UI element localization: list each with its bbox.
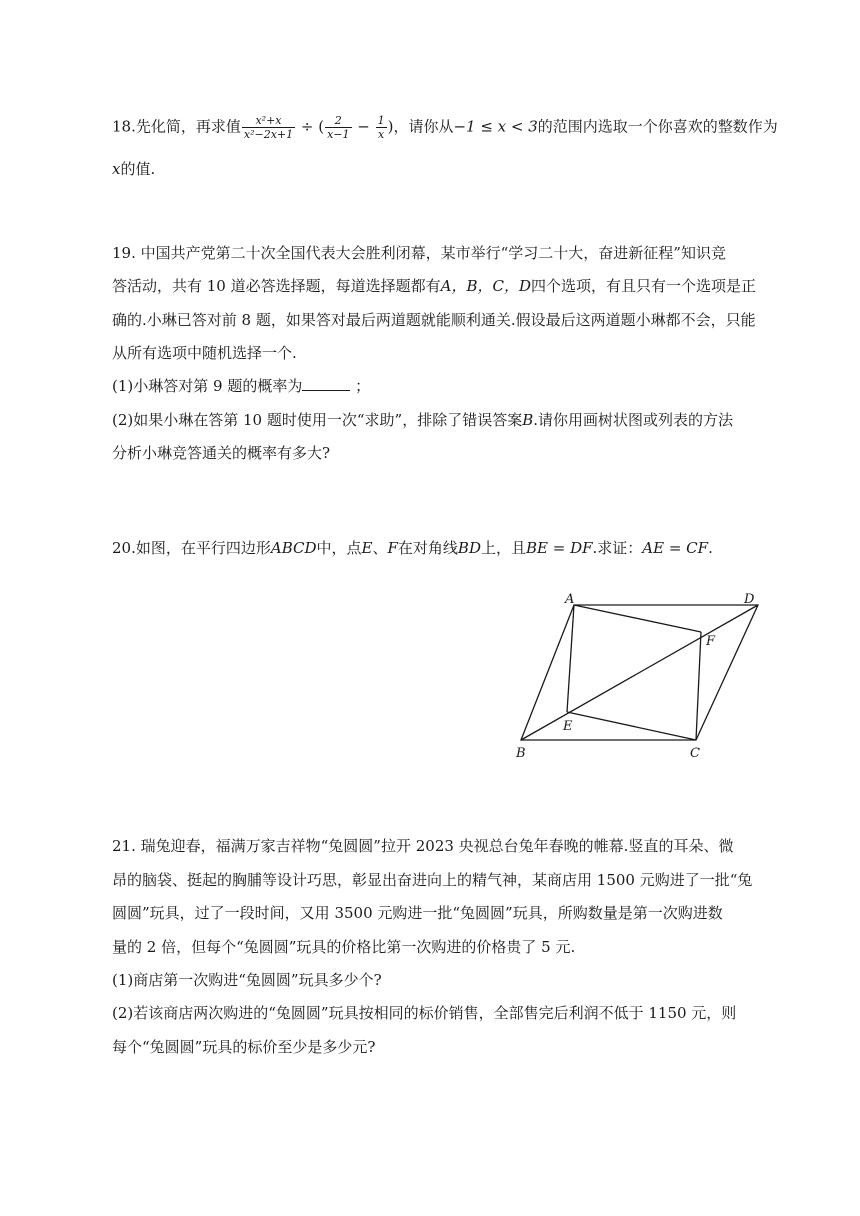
q21-line3: 圆圆”玩具，过了一段时间，又用 3500 元购进一批“兔圆圆”玩具，所购数量是第一次购进数 <box>112 904 723 922</box>
q18-prefix: 18.先化简，再求值 <box>112 117 241 136</box>
q20-line1: 20.如图，在平行四边形ABCD中，点E、F在对角线BD上，且BE = DF.求证：AE = CF. <box>112 539 713 557</box>
q19-line4: 从所有选项中随机选择一个. <box>112 344 297 362</box>
segment-af <box>574 605 701 632</box>
label-c: C <box>690 746 700 761</box>
q21-line4: 量的 2 倍，但每个“兔圆圆”玩具的价格比第一次购进的价格贵了 5 元. <box>112 938 576 956</box>
q21-sub2: (2)若该商店两次购进的“兔圆圆”玩具按相同的标价销售，全部售完后利润不低于 1150 元，则 <box>112 1004 737 1022</box>
label-d: D <box>744 592 755 607</box>
label-a: A <box>565 592 575 607</box>
q18-fraction-1: $\frac{\text{x²+x}}{\text{x²−2x+1}}$ <box>243 114 294 141</box>
q18-range: −1 ≤ x < 3 <box>453 117 538 136</box>
q18-fraction-2: $\frac{2}{x-1}$ <box>327 114 350 141</box>
q19-line2: 答活动，共有 10 道必答选择题，每道选择题都有A，B，C，D四个选项，有且只有一个选项是正 <box>112 277 757 295</box>
label-b: B <box>516 746 526 761</box>
q18-line1: 18.先化简，再求值 $\frac{\text{x²+x}}{\text{x²−2x+1}}$ ÷ ( $\frac{2}{x-1}$ − $\frac{1}{x}$ )，请你从−1 ≤ x < 3的范围内选取一个你喜欢的整数作为 <box>112 114 778 141</box>
q19-sub2-line2: 分析小琳竞答通关的概率有多大? <box>112 444 331 462</box>
segment-fc <box>696 632 701 740</box>
answer-blank <box>302 376 350 391</box>
q21-sub1: (1)商店第一次购进“兔圆圆”玩具多少个? <box>112 971 382 989</box>
segment-ec <box>567 712 696 740</box>
q19-sub1: (1)小琳答对第 9 题的概率为 ； <box>112 377 371 395</box>
q18-fraction-3: $\frac{1}{x}$ <box>377 114 385 141</box>
q19-line3: 确的.小琳已答对前 8 题，如果答对最后两道题就能顺利通关.假设最后这两道题小琳都不会，只能 <box>112 311 756 329</box>
q21-sub2-line2: 每个“兔圆圆”玩具的标价至少是多少元? <box>112 1038 376 1056</box>
parallelogram-abcd <box>521 605 758 740</box>
q19-line1: 19. 中国共产党第二十次全国代表大会胜利闭幕，某市举行“学习二十大，奋进新征程”知识竞 <box>112 244 726 262</box>
segment-ae <box>567 605 574 712</box>
q21-line2: 昂的脑袋、挺起的胸脯等设计巧思，彰显出奋进向上的精气神，某商店用 1500 元购进了一批“兔 <box>112 871 753 889</box>
q19-sub2: (2)如果小琳在答第 10 题时使用一次“求助”，排除了错误答案B.请你用画树状图或列表的方法 <box>112 411 734 429</box>
q21-line1: 21. 瑞兔迎春，福满万家吉祥物“兔圆圆”拉开 2023 央视总台兔年春晚的帷幕.竖直的耳朵、微 <box>112 837 734 855</box>
q18-line2: x的值. <box>112 160 156 178</box>
label-f: F <box>706 634 716 649</box>
label-e: E <box>563 719 573 734</box>
diagonal-bd <box>521 605 758 740</box>
